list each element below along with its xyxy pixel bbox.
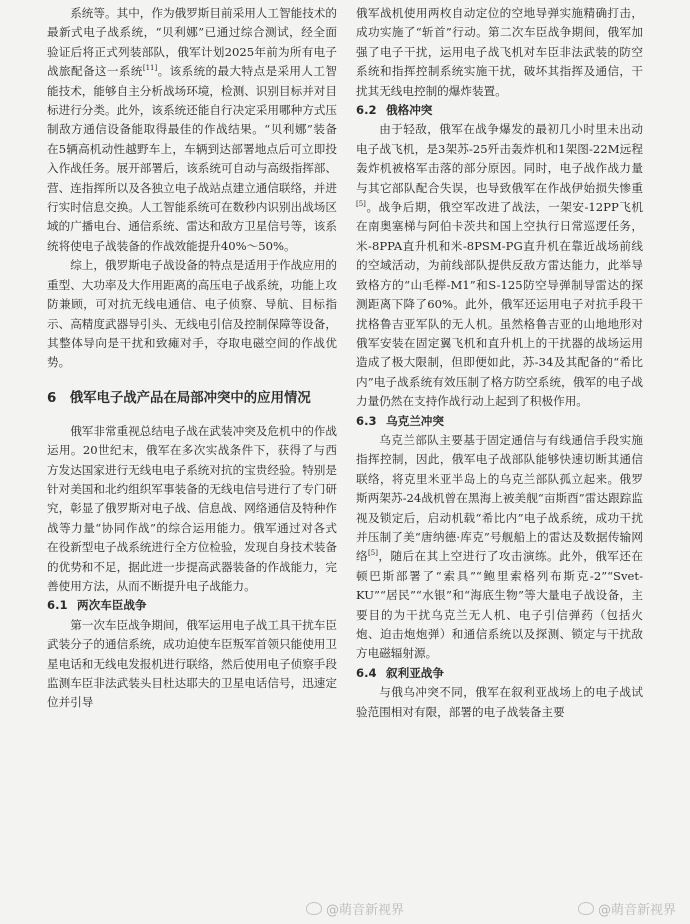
watermark: @萌音新视界 (578, 899, 676, 918)
section-heading: 6 俄军电子战产品在局部冲突中的应用情况 (47, 390, 311, 406)
paragraph: 由于轻敌，俄军在战争爆发的最初几小时里未出动电子战飞机，是3架苏-25歼击轰炸机和1架图-22M远程轰炸机被格军击落的部分原因。同时，电子战作战力量与其它部队配合失误，也导致俄军在作战伊始损失惨重[5]。战争后期，俄空军改进了战法，一架安-12PP飞机在南奥塞梯与阿伯卡茨共和国上空执行日常巡逻任务，米-8PPA直升机和米-8PSM-PG直升机在靠近战场前线的空域活动，为前线部队提供反敌方雷达能力，此举导致格方的“山毛榉-M1”和S-125防空导弹制导雷达的探测距离下降了60%。此外，俄军还运用电子对抗手段干扰格鲁吉亚军队的无人机。虽然格鲁吉亚的山地地形对俄军安装在固定翼飞机和直升机上的干扰器的战场运用造成了极大限制，但即便如此，苏-34及其配备的“希比内”电子战系统有效压制了格方防空系统，俄军的电子战力量仍然在支持作战行动上起到了积极作用。 (356, 122, 643, 409)
paragraph: 乌克兰部队主要基于固定通信与有线通信手段实施指挥控制，因此，俄军电子战部队能够快速切断其通信联络，将克里米亚半岛上的乌克兰部队孤立起来。俄罗斯两架苏-24战机曾在黑海上被美舰“亩斯酉”雷达跟踪监视及锁定后，启动机载“希比内”电子战系统，成功干扰并压制了美“唐纳德·库克”号舰船上的雷达及数据传输网络[5]，随后在其上空进行了攻击演练。此外，俄军还在顿巴斯部署了“索具”“鲍里索格列布斯克-2”“Svet-KU”“居民”“水银”和“海底生物”等大量电子战设备，主要目的为干扰乌克兰无人机、电子引信弹药（包括火炮、迫击炮炮弹）和通信系统以及探测、锁定与干扰敌方电磁辐射源。 (356, 432, 643, 661)
citation: [11] (142, 64, 158, 73)
paragraph: 综上，俄罗斯电子战设备的特点是适用于作战应用的重型、大功率及大作用距离的高压电子战系统，功能上攻防兼顾，可对抗无线电通信、电子侦察、导航、目标指示、高精度武器导引头、无线电引信及控制保障等设备，其整体导向是干扰和致瘫对手，夺取电磁空间的作战优势。 (47, 258, 337, 370)
subsection-heading: 6.2 俄格冲突 (356, 103, 433, 118)
citation: [5] (368, 549, 378, 558)
weibo-icon (306, 902, 322, 915)
paragraph: 系统等。其中，作为俄罗斯目前采用人工智能技术的最新式电子战系统，“贝利娜”已通过综合测试，经全面验证后将正式列装部队，俄军计划2025年前为所有电子战旅配备这一系统[11]。该系统的最大特点是采用人工智能技术，能够自主分析战场环境，检测、识别目标并对目标进行分类。此外，该系统还能自行决定采用哪种方式压制敌方通信设备能取得最佳的作战结果。“贝利娜”装备在5辆高机动性越野车上，车辆到达部署地点后可立即投入作战任务。展开部署后，该系统可自动与高级指挥部、营、连指挥所以及各独立电子战站点建立通信联络，并进行实时信息交换。人工智能系统可在数秒内识别出战场区域的广播电台、通信系统、雷达和敌方卫星信号等，该系统将使电子战装备的作战效能提升40%～50%。 (47, 6, 337, 253)
watermark: @萌音新视界 (306, 899, 404, 918)
subsection-heading: 6.3 乌克兰冲突 (356, 413, 444, 428)
right-column (356, 4, 643, 722)
paragraph: 俄军战机使用两枚自动定位的空地导弹实施精确打击，成功实施了“斩首”行动。第二次车臣战争期间，俄军加强了电子干扰，运用电子战飞机对车臣非法武装的防空系统和指挥控制系统实施干扰，破坏其指挥及通信，干扰其无线电控制的爆炸装置。 (356, 6, 643, 98)
paragraph: 俄军非常重视总结电子战在武装冲突及危机中的作战运用。20世纪末，俄军在多次实战条件下，获得了与西方发达国家进行无线电电子系统对抗的宝贵经验。特别是针对美国和北约组织军事装备的无线电信号进行了专门研究，彰显了俄罗斯对电子战、信息战、网络通信及特种作战等力量“协同作战”的综合运用能力。俄军通过对各式在役新型电子战系统进行全方位检验，发现自身技术装备的优势和不足，据此进一步提高武器装备的作战能力，完善使用方法，从而不断提升电子战能力。 (47, 423, 337, 593)
subsection-heading: 6.4 叙利亚战争 (356, 665, 444, 680)
left-column (47, 4, 337, 713)
subsection-heading: 6.1 两次车臣战争 (47, 598, 147, 613)
paragraph: 第一次车臣战争期间，俄军运用电子战工具干扰车臣武装分子的通信系统，成功迫使车臣叛军首领只能使用卫星电话和无线电发报机进行联络，然后使用电子侦察手段监测车臣非法武装头目杜达耶夫的卫星电话信号，迅速定位并引导 (47, 617, 337, 710)
citation: [5] (356, 200, 366, 209)
weibo-icon (578, 902, 594, 915)
paragraph: 与俄乌冲突不同，俄军在叙利亚战场上的电子战试验范围相对有限，部署的电子战装备主要 (356, 685, 643, 719)
